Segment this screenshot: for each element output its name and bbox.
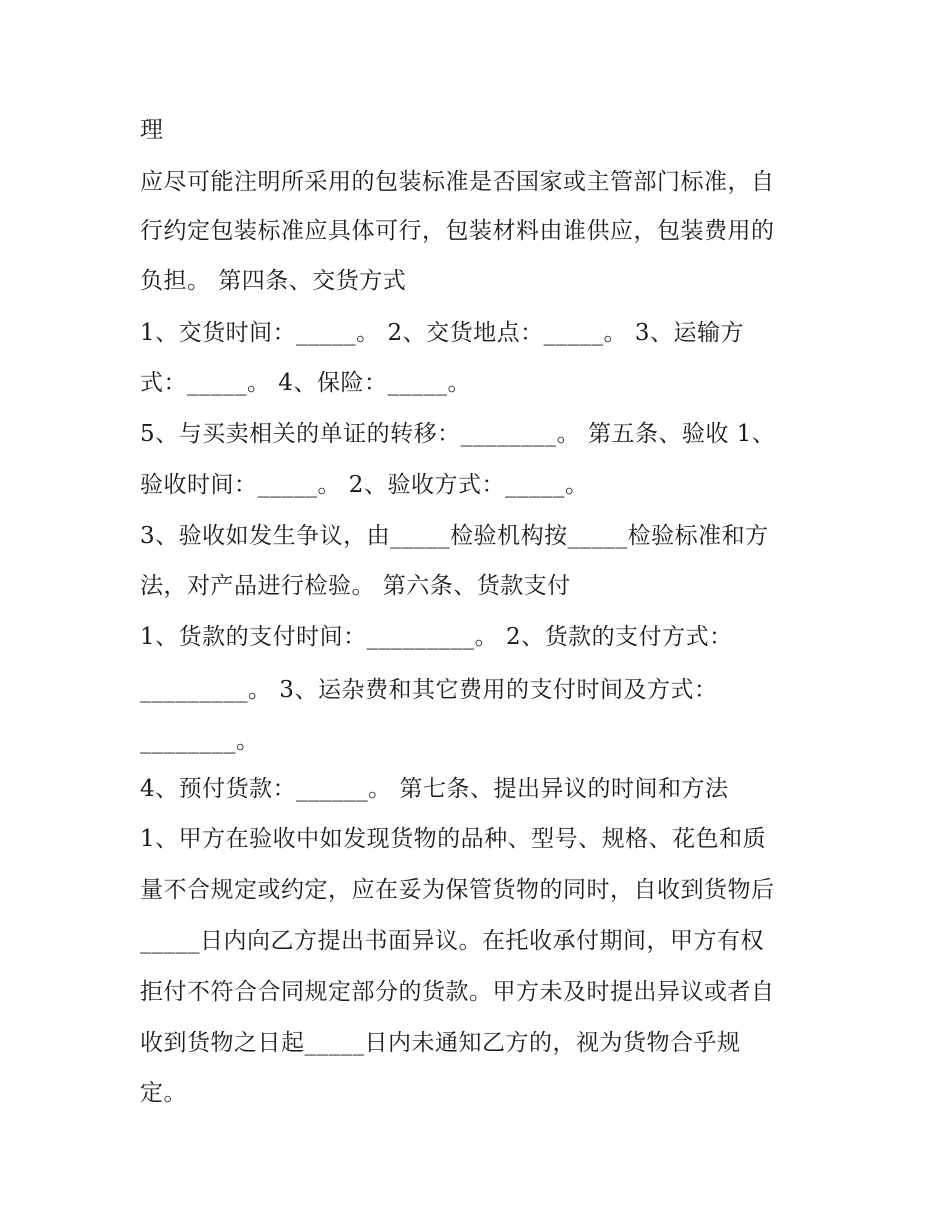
text-line: 负担。 第四条、交货方式 [140, 268, 407, 294]
text-line: 1、甲方在验收中如发现货物的品种、型号、规格、花色和质 [140, 826, 767, 852]
text-line: 4、预付货款：______。 第七条、提出异议的时间和方法 [140, 776, 729, 802]
text-line: 定。 [140, 1080, 187, 1106]
text-line: _________。 3、运杂费和其它费用的支付时间及方式： [140, 677, 718, 703]
text-line: ________。 [140, 728, 260, 754]
text-line: 1、交货时间：_____。 2、交货地点：_____。 3、运输方 [140, 320, 745, 346]
text-line: 3、验收如发生争议，由_____检验机构按_____检验标准和方 [140, 523, 769, 549]
text-line: 收到货物之日起_____日内未通知乙方的，视为货物合乎规 [140, 1030, 741, 1056]
text-line: 式：_____。 4、保险：_____。 [140, 370, 471, 396]
text-line: 应尽可能注明所采用的包装标准是否国家或主管部门标准，自 [140, 169, 775, 195]
text-line: 1、货款的支付时间：_________。 2、货款的支付方式： [140, 624, 733, 650]
text-line: 理 [140, 117, 164, 143]
text-line: 行约定包装标准应具体可行，包装材料由谁供应，包装费用的 [140, 218, 775, 244]
text-line: 量不合规定或约定，应在妥为保管货物的同时，自收到货物后 [140, 877, 775, 903]
text-line: 5、与买卖相关的单证的转移：________。 第五条、验收 1、 [140, 421, 776, 447]
text-line: 法，对产品进行检验。 第六条、货款支付 [140, 573, 571, 599]
text-line: 拒付不符合合同规定部分的货款。甲方未及时提出异议或者自 [140, 979, 775, 1005]
text-line: _____日内向乙方提出书面异议。在托收承付期间，甲方有权 [140, 928, 764, 954]
text-line: 验收时间：_____。 2、验收方式：_____。 [140, 472, 589, 498]
